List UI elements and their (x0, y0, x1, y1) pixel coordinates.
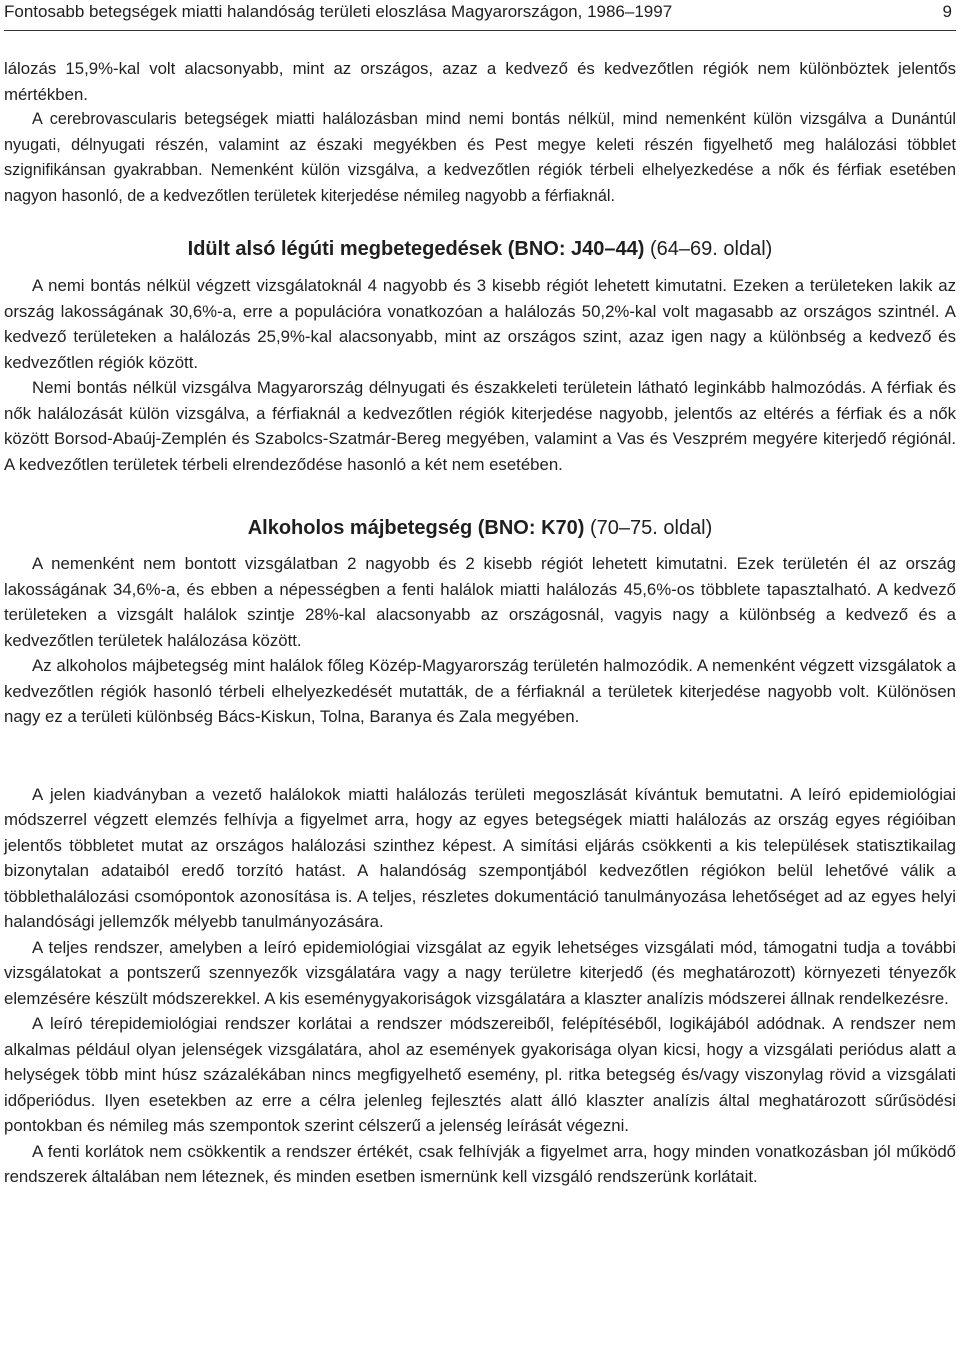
section-spacer (4, 730, 956, 782)
intro-paragraph-cerebrovascular: A cerebrovascularis betegségek miatti halálozásban mind nemi bontás nélkül, mind nemenként külön vizsgálva a Dunántúl nyugati, délnyugati részén, valamint az északi megyékben és Pest megye keleti részén figyelhető meg halálozási többlet szignifikánsan gyakrabban. Nemenként külön vizsgálva, a kedvezőtlen régiók térbeli elhelyezkedése a nők és férfiak esetében nagyon hasonló, de a kedvezőtlen területek kiterjedése némileg nagyobb a férfiaknál. (4, 110, 956, 205)
conclusion-paragraph-3: A leíró térepidemiológiai rendszer korlátai a rendszer módszereiből, felépítéséből, logikájából adódnak. A rendszer nem alkalmas például olyan jelenségek vizsgálatára, ahol az események gyakorisága olyan kicsi, hogy a vizsgálati periódus alatt a helységek több mint húsz százalékában nincs megfigyelhető esemény, pl. ritka betegség és/vagy viszonylag rövid a vizsgálati időperiódus. Ilyen esetekben az erre a célra jelenleg fejlesztés alatt álló klaszter analízis által meghatározott sűrűsödési pontokban és némileg más szempontok szerint célszerű a jelenség leírását végezni. (4, 1014, 956, 1135)
conclusion-paragraph-1: A jelen kiadványban a vezető halálokok miatti halálozás területi megoszlását kívántuk bemutatni. A leíró epidemiológiai módszerrel végzett elemzés felhívja a figyelmet arra, hogy az egyes betegségek miatti halálozás az ország egyes régióiban jelentős többletet mutat az országos halálozási szinthez képest. A simítási eljárás csökkenti a kis települések statisztikailag bizonytalan adataiból eredő torzító hatást. A halandóság szempontjából kedvezőtlen régiókon belül lehetővé válik a többlethalálozási csomópontok azonosítása is. A teljes, részletes dokumentáció tanulmányozása lehetőséget ad az egyes helyi halandósági jellemzők mélyebb tanulmányozására. (4, 784, 956, 931)
conclusion-paragraph-2: A teljes rendszer, amelyben a leíró epidemiológiai vizsgálat az egyik lehetséges vizsgálati mód, támogatni tudja a további vizsgálatokat a pontszerű szennyezők vizsgálatára vagy a nagy területre kiterjedő (és meghatározott) környezeti tényezők elemzésére készült módszerekkel. A kis eseménygyakoriságok vizsgálatára a klaszter analízis módszerei állnak rendelkezésre. (4, 937, 956, 1008)
document-body (4, 56, 956, 1190)
section-heading-liver (4, 515, 956, 541)
respiratory-paragraph-1: A nemi bontás nélkül végzett vizsgálatoknál 4 nagyobb és 3 kisebb régiót lehetett kimutatni. Ezeken a területeken lakik az ország lakosságának 30,6%-a, erre a populációra vonatkozóan a halálozás 50,2%-kal volt magasabb az országos szintnél. A kedvező területeken a halálozás 25,9%-kal alacsonyabb, mint az országos szint, azaz igen nagy a különbség a kedvező és kedvezőtlen régiók között. (4, 276, 956, 372)
page-number: 9 (942, 2, 952, 21)
header-title: Fontosabb betegségek miatti halandóság területi eloszlása Magyarországon, 1986–1997 (4, 2, 673, 21)
section-heading-respiratory-pages: (64–69. oldal) (650, 238, 773, 260)
liver-paragraph-1: A nemenként nem bontott vizsgálatban 2 nagyobb és 2 kisebb régiót lehetett kimutatni. Ezek területén él az ország lakosságának 34,6%-a, és ebben a népességben a fenti halálok miatti halálozás 45,6%-os többlete tapasztalható. A kedvező területeken a vizsgált halálok szintje 28%-kal alacsonyabb az országosnál, vagyis nagy a különbség a kedvező és a kedvezőtlen területek halálozása között. (4, 554, 956, 650)
liver-paragraph-2: Az alkoholos májbetegség mint halálok főleg Közép-Magyarország területén halmozódik. A nemenként végzett vizsgálatok a kedvezőtlen régiók hasonló térbeli elhelyezkedését mutatták, de a férfiaknál a területek kiterjedése nagyobb volt. Különösen nagy ez a területi különbség Bács-Kiskun, Tolna, Baranya és Zala megyében. (4, 656, 956, 726)
section-heading-liver-title: Alkoholos májbetegség (BNO: K70) (247, 517, 585, 539)
running-header (4, 0, 956, 31)
section-heading-liver-pages: (70–75. oldal) (589, 517, 713, 539)
section-heading-respiratory-title: Idült alsó légúti megbetegedések (BNO: J40–44) (187, 238, 645, 260)
section-heading-respiratory (4, 236, 956, 262)
intro-paragraph-continued: lálozás 15,9%-kal volt alacsonyabb, mint az országos, azaz a kedvező és kedvezőtlen régiók nem különböztek jelentős mértékben. (4, 59, 956, 104)
conclusion-paragraph-4: A fenti korlátok nem csökkentik a rendszer értékét, csak felhívják a figyelmet arra, hogy minden vonatkozásban jól működő rendszerek általában nem léteznek, és minden esetben ismernünk kell vizsgáló rendszerünk korlátait. (4, 1141, 956, 1186)
respiratory-paragraph-2: Nemi bontás nélkül vizsgálva Magyarország délnyugati és északkeleti területein látható leginkább halmozódás. A férfiak és nők halálozását külön vizsgálva, a férfiaknál a kedvezőtlen régiók kiterjedése nagyobb, jelentős az eltérés a férfiak és a nők között Borsod-Abaúj-Zemplén és Szabolcs-Szatmár-Bereg megyében, valamint a Vas és Veszprém megyére kiterjedő régiónál. A kedvezőtlen területek térbeli elrendeződése hasonló a két nem esetében. (4, 378, 956, 474)
